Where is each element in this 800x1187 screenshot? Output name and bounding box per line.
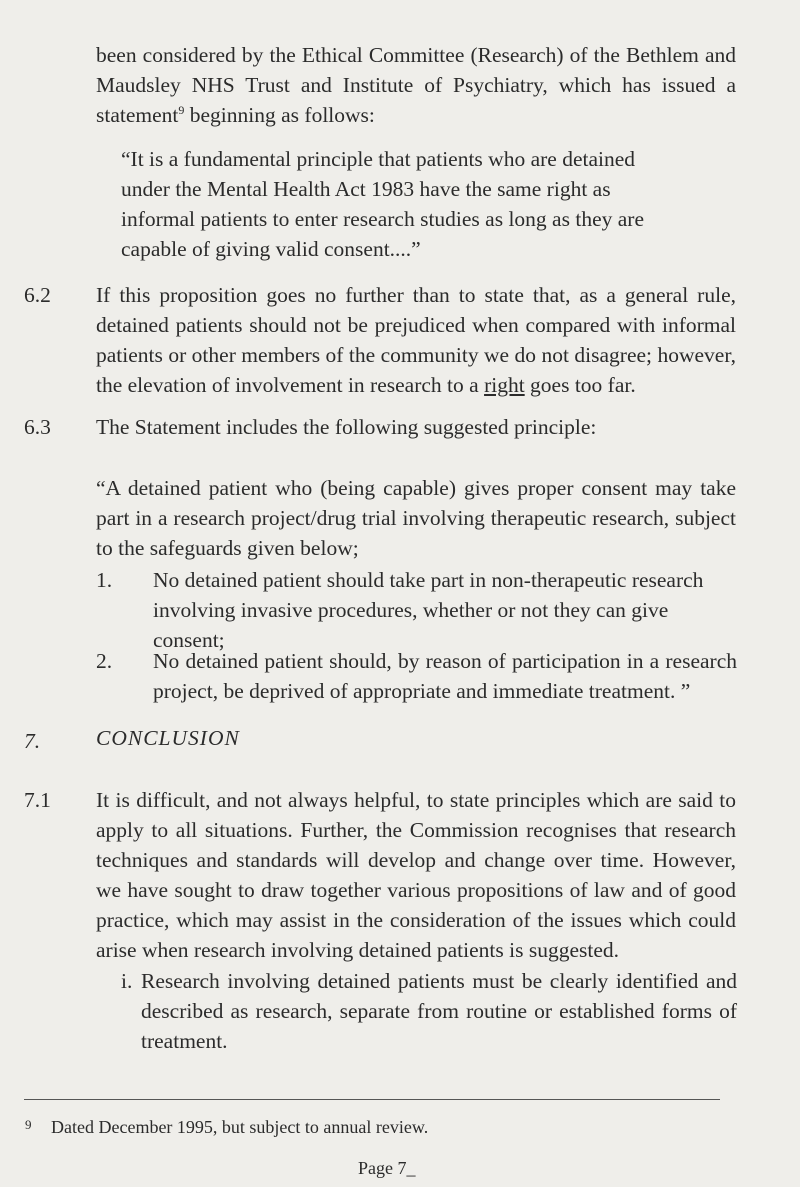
paragraph-6-2 [96, 280, 736, 400]
section-number-6-3: 6.3 [24, 415, 51, 439]
paragraph-6-2-text: If this proposition goes no further than to state that, as a general rule, detained patients should not be prejudiced when compared with informal patients or other members of the community we do not disagree; however, the elevation of involvement in research to a [96, 283, 736, 397]
list-item-number: 1. [96, 568, 113, 592]
intro-text: been considered by the Ethical Committee (Research) of the Bethlem and Maudsley NHS Trust and Institute of Psychiatry, which has issued a statement [96, 43, 736, 127]
page-number: Page 7_ [358, 1158, 416, 1178]
quote-fundamental-principle: “It is a fundamental principle that patients who are detained under the Mental Health Act 1983 have the same right as informal patients to enter research studies as long as they are capable of giving valid consent....” [121, 147, 644, 261]
list-item: Research involving detained patients must be clearly identified and described as research, separate from routine or established forms of treatment. [141, 969, 737, 1053]
intro-paragraph [96, 40, 736, 132]
section-number-7: 7. [24, 729, 41, 753]
conclusion-heading: CONCLUSION [96, 726, 240, 750]
list-item-number: 2. [96, 649, 113, 673]
paragraph-6-2-tail: goes too far. [524, 373, 636, 397]
intro-tail: beginning as follows: [184, 103, 375, 127]
footnote-mark: 9 [25, 1117, 32, 1132]
footnote-divider [24, 1099, 720, 1100]
section-number-7-1: 7.1 [24, 788, 51, 812]
paragraph-7-1: It is difficult, and not always helpful, to state principles which are said to apply to all situations. Further, the Commission recognises that research techniques and standards will develop and change over time. However, we have sought to draw together various propositions of law and of good practice, which may assist in the consideration of the issues which could arise when research involving detained patients is suggested. [96, 788, 736, 962]
underlined-right: right [484, 373, 525, 397]
list-item: No detained patient should take part in non-therapeutic research involving invasive procedures, whether or not they can give consent; [153, 568, 704, 652]
paragraph-6-3: The Statement includes the following suggested principle: [96, 415, 597, 439]
footnote-text: Dated December 1995, but subject to annual review. [51, 1117, 429, 1137]
list-item: No detained patient should, by reason of participation in a research project, be deprived of appropriate and immediate treatment. ” [153, 649, 737, 703]
quote-suggested-principle: “A detained patient who (being capable) gives proper consent may take part in a research project/drug trial involving therapeutic research, subject to the safeguards given below; [96, 476, 736, 560]
section-number-6-2: 6.2 [24, 283, 51, 307]
footnote-reference: 9 [178, 102, 185, 117]
list-item-number: i. [121, 969, 133, 993]
